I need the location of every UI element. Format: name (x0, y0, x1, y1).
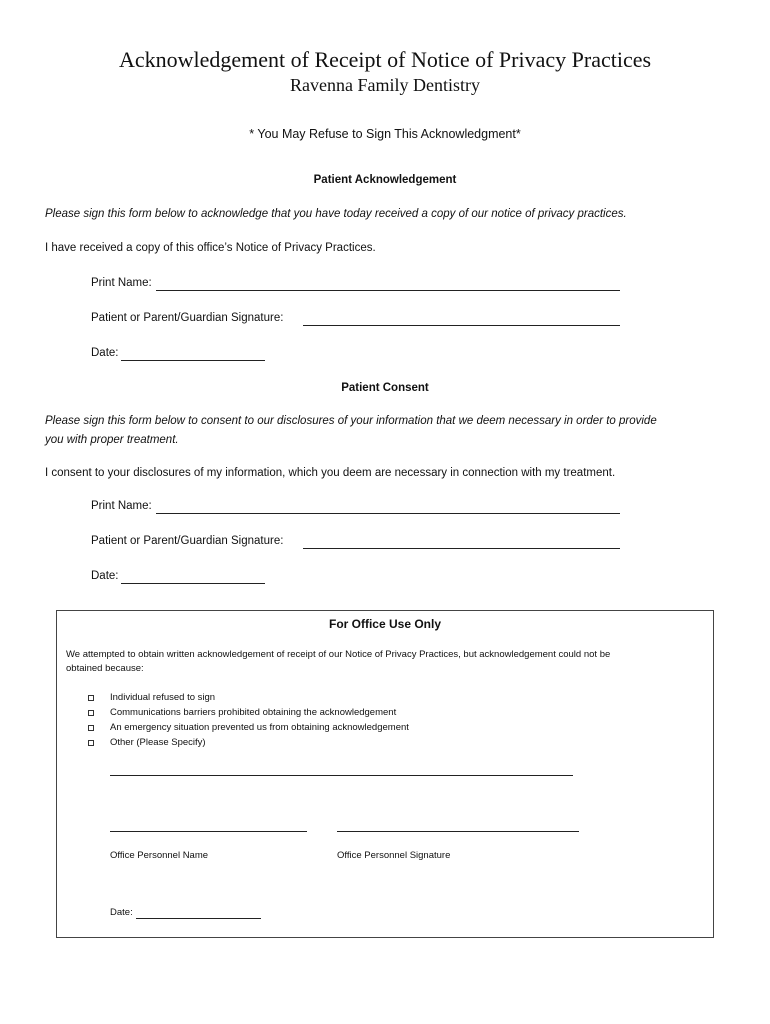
consent-instruction-line2: you with proper treatment. (45, 434, 179, 446)
consent-print-name-label: Print Name: (91, 500, 152, 512)
acknowledgement-heading: Patient Acknowledgement (313, 174, 457, 186)
consent-statement: I consent to your disclosures of my information, which you deem are necessary in connection with my treatment. (45, 467, 616, 479)
reason-refused-checkbox[interactable] (88, 695, 94, 701)
document-title: Acknowledgement of Receipt of Notice of Privacy Practices (118, 47, 652, 72)
ack-signature-label: Patient or Parent/Guardian Signature: (91, 312, 284, 324)
consent-print-name-line[interactable] (156, 513, 620, 514)
refuse-notice: * You May Refuse to Sign This Acknowledgment* (249, 127, 521, 141)
consent-signature-label: Patient or Parent/Guardian Signature: (91, 535, 284, 547)
ack-print-name-line[interactable] (156, 290, 620, 291)
reason-other-checkbox[interactable] (88, 740, 94, 746)
practice-name: Ravenna Family Dentistry (290, 75, 480, 95)
consent-heading: Patient Consent (341, 382, 429, 394)
acknowledgement-instruction: Please sign this form below to acknowledge that you have today received a copy of our notice of privacy practices. (45, 208, 627, 220)
consent-date-line[interactable] (121, 583, 265, 584)
reason-other-label: Other (Please Specify) (110, 737, 206, 748)
reason-emergency-label: An emergency situation prevented us from obtaining acknowledgement (110, 722, 409, 733)
personnel-name-label: Office Personnel Name (110, 850, 209, 861)
other-specify-line[interactable] (110, 775, 573, 776)
reason-emergency-checkbox[interactable] (88, 725, 94, 731)
reason-refused-label: Individual refused to sign (110, 692, 216, 703)
office-intro-line2: obtained because: (66, 663, 144, 674)
personnel-signature-label: Office Personnel Signature (337, 850, 451, 861)
personnel-name-line[interactable] (110, 831, 307, 832)
consent-instruction-line1: Please sign this form below to consent to our disclosures of your information that we deem necessary in order to provide (45, 415, 657, 427)
office-date-label: Date: (110, 907, 133, 918)
reason-communication-checkbox[interactable] (88, 710, 94, 716)
ack-signature-line[interactable] (303, 325, 620, 326)
acknowledgement-statement: I have received a copy of this office’s Notice of Privacy Practices. (45, 242, 376, 254)
personnel-signature-line[interactable] (337, 831, 579, 832)
office-intro-line1: We attempted to obtain written acknowledgement of receipt of our Notice of Privacy Practices, but acknowledgement could not be (66, 649, 611, 660)
office-use-heading: For Office Use Only (328, 617, 442, 631)
ack-date-line[interactable] (121, 360, 265, 361)
ack-print-name-label: Print Name: (91, 277, 152, 289)
consent-signature-line[interactable] (303, 548, 620, 549)
consent-date-label: Date: (91, 570, 119, 582)
ack-date-label: Date: (91, 347, 119, 359)
office-date-line[interactable] (136, 918, 261, 919)
reason-communication-label: Communications barriers prohibited obtaining the acknowledgement (110, 707, 397, 718)
